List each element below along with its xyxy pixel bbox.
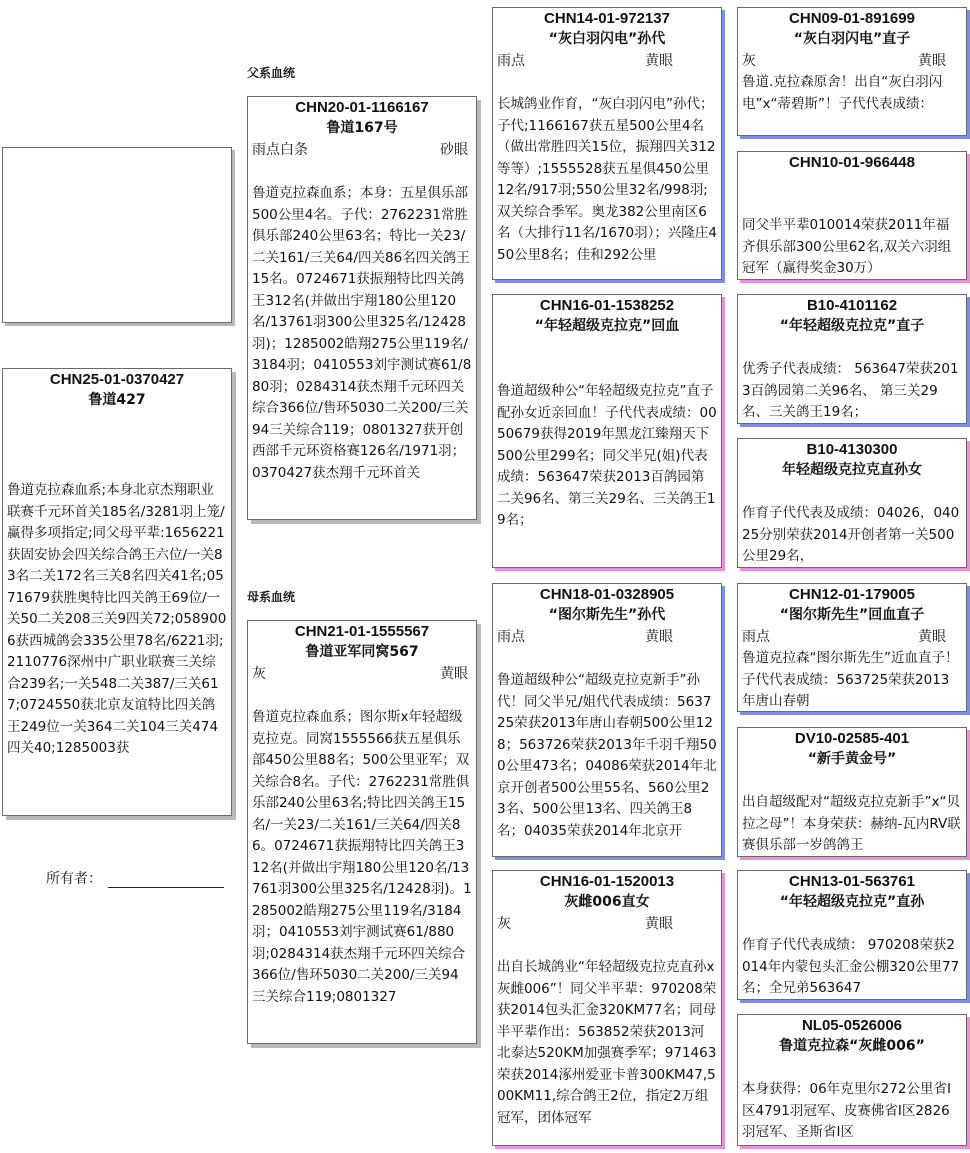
ggp-5-description: 鲁道克拉森“图尔斯先生”近血直子！子代代表成绩：563725荣获2013年唐山春朝 [742,650,959,709]
dam-line-label: 母系血统 [247,590,296,604]
ggp-7-ring-number: CHN13-01-563761 [789,873,915,890]
ggp-card-2 [737,151,967,280]
ggp-3-name: “年轻超级克拉克”直子 [779,318,925,334]
dam-dam-eye: 黄眼 [645,916,673,932]
ggp-5-color: 雨点 [742,629,770,645]
photo-frame [2,147,232,323]
ggp-card-5 [737,583,967,712]
ggp-4-name: 年轻超级克拉克直孙女 [782,462,922,478]
ggp-8-description: 本身获得：06年克里尔272公里省I区4791羽冠军、皮赛佛省I区2826羽冠军、圣斯省I区 [742,1081,951,1140]
ggp-4-description: 作育子代代表及成绩：04026，04025分别荣获2014开创者第一关500公里29名， [742,505,960,564]
subject-name: 鲁道427 [88,392,146,408]
ggp-4-ring-number: B10-4130300 [806,441,898,458]
ggp-5-name: “图尔斯先生”回血直子 [779,607,925,623]
subject-description: 鲁道克拉森血系;本身北京杰翔职业联赛千元环首关185名/3281羽上笼/赢得多项指定;同父母平辈:1656221获固安协会四关综合鸽王六位/一关83名二关172名三关8名四关41名;0571679获胜奥特比四关鸽王69位/一关50二关208三关9四关72;0589006获西城鸽会335公里78名/6221羽;2110776深州中广职业联赛三关综合239名;一关548二关387/三关617;0724550获北京友谊特比四关鸽王249位一关364二关104三关474四关40;1285003获 [7,482,227,756]
ggp-1-ring-number: CHN09-01-891699 [789,10,915,27]
ggp-1-name: “灰白羽闪电”直子 [793,31,911,47]
sire-sire-ring-number: CHN14-01-972137 [544,10,670,27]
dam-dam-color: 灰 [497,916,511,932]
ggp-7-description: 作育子代代表成绩： 970208荣获2014年内蒙包头汇金公棚320公里77名；全兄弟563647 [742,937,960,996]
dam-color: 灰 [252,666,266,682]
ggp-1-description: 鲁道.克拉森原舍！出自“灰白羽闪电”x“蒂碧斯”！子代代表成绩： [742,74,943,112]
sire-description: 鲁道克拉森血系；本身：五星俱乐部500公里4名。子代：2762231常胜俱乐部240公里63名；特比一关23/二关161/三关64/四关86名四关鸽王15名。0724671获振翔特比四关鸽王312名(并做出宇翔180公里120名/13761羽300公里325名/12428羽)；1285002皓翔275公里119名/3184羽；0410553刘宇测试赛61/880羽；0284314获杰翔千元环四关综合366位/售环5030二关200/三关94三关综合119；0801327获开创西部千元环资格赛126名/1971羽；0370427获杰翔千元环首关 [252,185,472,481]
ggp-card-6 [737,727,967,857]
dam-sire-card [492,583,722,857]
dam-card [247,620,477,1044]
ggp-card-1 [737,7,967,136]
sire-name: 鲁道167号 [326,120,398,136]
ggp-card-3 [737,294,967,424]
ggp-6-name: “新手黄金号” [807,751,897,767]
ggp-8-name: 鲁道克拉森“灰雌006” [779,1038,925,1054]
ggp-2-ring-number: CHN10-01-966448 [789,154,915,171]
subject-ring-number: CHN25-01-0370427 [49,371,185,388]
dam-sire-description: 鲁道超级种公“超级克拉克新手”孙代！同父半兄/姐代代表成绩：563725荣获2013年唐山春朝500公里128；563726荣获2013年千羽千翔500公里473名；04086荣获2014年北京开创者500公里55名、560公里23名、500公里13名、四关鸽王8名；04035荣获2014年北京开 [497,672,717,839]
dam-dam-description: 出自长城鸽业“年轻超级克拉克直孙x灰雌006”！同父半平辈：970208荣获2014包头汇金320KM77名；同母半平辈作出：563852荣获2013河北泰达520KM加强赛季军；971463荣获2014涿州爱亚卡普300KM47,500KM11,综合鸽王2位，指定2万组冠军，团体冠军 [497,959,717,1126]
subject-card [2,368,232,816]
sire-dam-name: “年轻超级克拉克”回血 [534,318,680,334]
ggp-card-7 [737,870,967,1000]
sire-eye: 砂眼 [440,142,468,158]
ggp-card-8 [737,1014,967,1146]
ggp-6-description: 出自超级配对“超级克拉克新手”x“贝拉之母”！本身荣获：赫纳-瓦内RV联赛俱乐部一岁鸽鸽王 [742,794,961,853]
dam-dam-card [492,870,722,1146]
sire-dam-description: 鲁道超级种公“年轻超级克拉克”直子配孙女近亲回血！子代代表成绩：0050679获得2019年黑龙江臻翔天下500公里299名；同父半兄(姐)代表成绩：563647荣获2013百鸽园第二关96名、第三关29名、三关鸽王19名； [497,383,717,528]
ggp-2-description: 同父半平辈010014荣获2011年福齐俱乐部300公里62名,双关六羽组冠军（赢得奖金30万） [742,217,952,276]
dam-description: 鲁道克拉森血系；图尔斯x年轻超级克拉克。同窝1555566获五星俱乐部450公里88名；500公里亚军；双关综合8名。子代：2762231常胜俱乐部240公里63名;特比四关鸽王15名/一关23/二关161/三关64/四关86。0724671获振翔特比四关鸽王312名(并做出宇翔180公里120名/13761羽300公里325名/12428羽)。1285002皓翔275公里119名/3184羽；0410553刘宇测试赛61/880羽;0284314获杰翔千元环四关综合366位/售环5030二关200/三关94三关综合119;0801327 [252,709,472,1005]
ggp-card-4 [737,438,967,568]
dam-dam-ring-number: CHN16-01-1520013 [539,873,675,890]
sire-sire-name: “灰白羽闪电”孙代 [548,31,666,47]
sire-line-label: 父系血统 [247,66,296,80]
dam-eye: 黄眼 [440,666,468,682]
ggp-3-description: 优秀子代表成绩： 563647荣获2013百鸽园第二关96名、 第三关29名、三关鸽王19名； [742,361,959,420]
ggp-8-ring-number: NL05-0526006 [801,1017,903,1034]
owner-field [46,868,224,888]
ggp-7-name: “年轻超级克拉克”直孙 [779,894,925,910]
ggp-3-ring-number: B10-4101162 [806,297,898,314]
dam-sire-eye: 黄眼 [645,629,673,645]
owner-signature-line[interactable] [108,873,224,888]
ggp-1-eye: 黄眼 [918,53,946,69]
sire-ring-number: CHN20-01-1166167 [295,99,429,116]
sire-dam-card [492,294,722,568]
sire-sire-card [492,7,722,280]
ggp-6-ring-number: DV10-02585-401 [794,730,910,747]
sire-card [247,96,477,520]
sire-sire-color: 雨点 [497,53,525,69]
dam-dam-name: 灰雌006直女 [564,894,650,910]
sire-dam-ring-number: CHN16-01-1538252 [539,297,675,314]
ggp-1-color: 灰 [742,53,756,69]
dam-ring-number: CHN21-01-1555567 [294,623,430,640]
dam-sire-color: 雨点 [497,629,525,645]
ggp-5-eye: 黄眼 [918,629,946,645]
dam-sire-name: “图尔斯先生”孙代 [548,607,666,623]
dam-sire-ring-number: CHN18-01-0328905 [539,586,675,603]
ggp-5-ring-number: CHN12-01-179005 [789,586,915,603]
owner-label: 所有者： [46,871,102,887]
sire-color: 雨点白条 [252,142,308,158]
sire-sire-eye: 黄眼 [645,53,673,69]
dam-name: 鲁道亚军同窝567 [305,644,419,660]
sire-sire-description: 长城鸽业作育，“灰白羽闪电”孙代；子代;1166167获五星500公里4名（做出常胜四关15位，振翔四关312等等）;1555528获五星俱450公里12名/917羽;550公里32名/998羽;双关综合季军。奥龙382公里南区6名（大排行11名/1670羽）；兴隆庄450公里8名；佳和292公里 [497,96,717,263]
